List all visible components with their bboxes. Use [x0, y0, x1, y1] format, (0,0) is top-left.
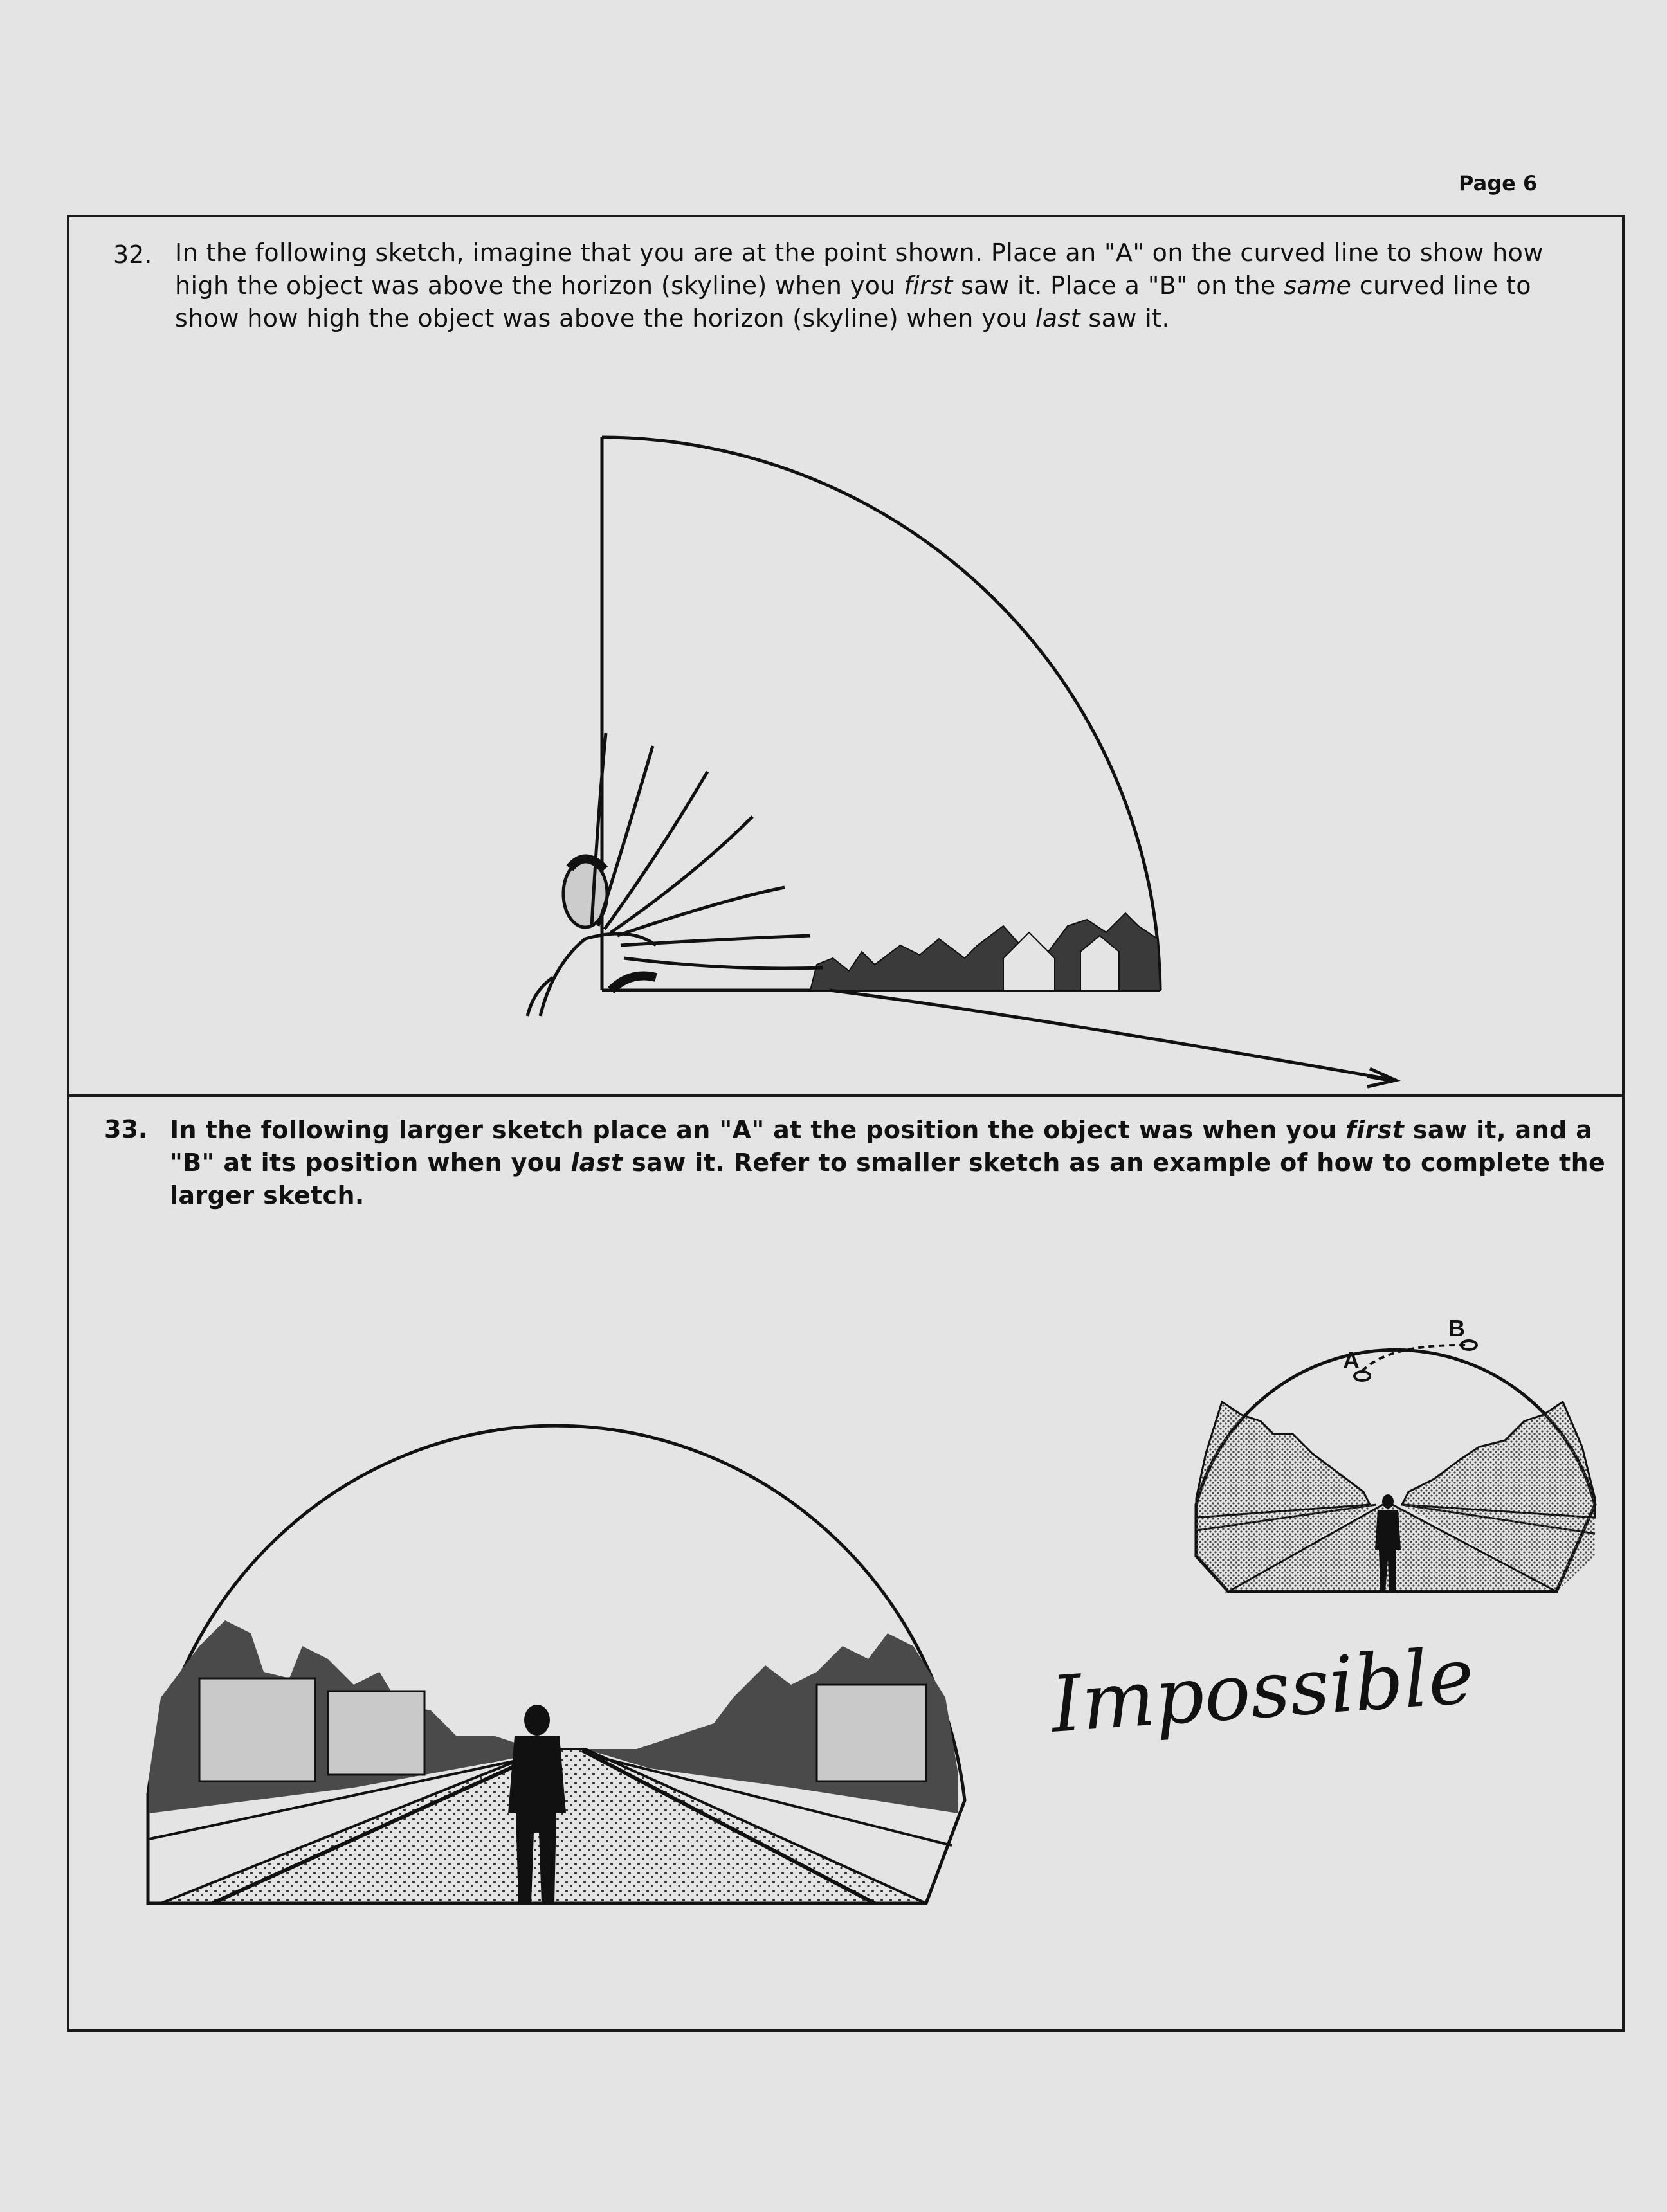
section-divider	[67, 1094, 1625, 1097]
q32-text-part-1: In the following sketch, imagine that you are at the point shown. Place an "A" on the curved line to show how high the object was above the horizon (skyline) when you	[175, 239, 1544, 300]
q32-text-part-2: saw it. Place a "B" on the	[952, 271, 1284, 300]
question-32-number: 32.	[113, 240, 152, 269]
q32-quarter-circle-sketch	[515, 412, 1415, 1093]
question-32-text	[175, 237, 1590, 335]
q33-emphasis-first: first	[1345, 1116, 1405, 1144]
example-small-sketch	[1171, 1286, 1608, 1608]
horizon-arrow	[830, 990, 1396, 1080]
question-33-number: 33.	[104, 1115, 148, 1143]
question-33-text	[170, 1114, 1610, 1212]
skyline-illustration	[810, 913, 1160, 990]
q32-emphasis-same: same	[1284, 271, 1352, 300]
q33-text-part-1: In the following larger sketch place an "A" at the position the object was when you	[170, 1116, 1346, 1144]
q32-text-part-3: curved line to show how high the object was above the horizon (skyline) when you	[175, 271, 1531, 332]
handwritten-answer: Impossible	[1048, 1631, 1477, 1750]
q33-text-part-2: saw it, and a "B" at its position when you	[170, 1116, 1593, 1177]
example-label-a: A	[1343, 1347, 1360, 1373]
example-label-b: B	[1448, 1315, 1465, 1341]
answer-arc[interactable]	[602, 437, 1160, 990]
q32-emphasis-last: last	[1035, 304, 1080, 332]
pointing-hands-illustration	[527, 733, 823, 1016]
q33-emphasis-last: last	[570, 1148, 623, 1177]
large-street-sketch[interactable]	[96, 1286, 984, 1923]
page-number: Page 6	[1459, 171, 1538, 195]
q33-text-part-3: saw it. Refer to smaller sketch as an example of how to complete the larger sketch.	[170, 1148, 1606, 1210]
q32-text-part-4: saw it.	[1080, 304, 1170, 332]
q32-emphasis-first: first	[904, 271, 953, 300]
